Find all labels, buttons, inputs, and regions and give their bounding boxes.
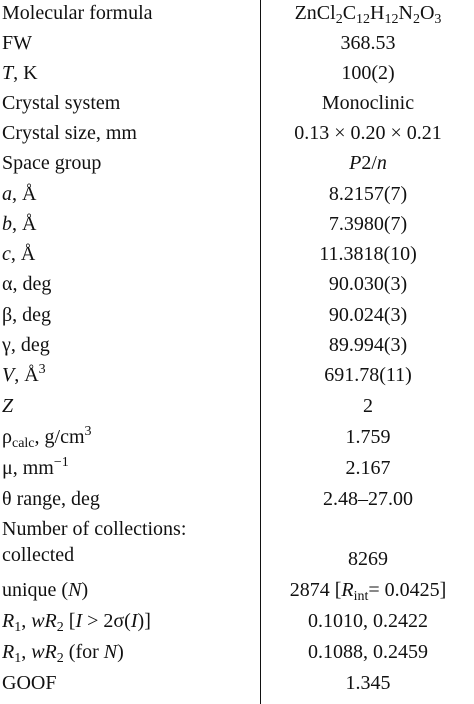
- table-row: [0, 424, 474, 454]
- row-value: 8.2157(7): [328, 183, 408, 205]
- row-value: 11.3818(10): [319, 243, 417, 265]
- table-row: [0, 639, 474, 669]
- table-row: [0, 181, 474, 211]
- row-value: 2874 $[R_{int}= 0.0425]$: [289, 579, 447, 604]
- row-label: θ range, deg: [2, 488, 100, 510]
- table-row: [0, 486, 474, 516]
- row-value: 368.53: [340, 32, 396, 54]
- row-value: 7.3980(7): [328, 213, 408, 235]
- table-row: [0, 670, 474, 700]
- row-label: $R_1$, $wR_2$ [I > 2σ(I)]: [2, 610, 151, 635]
- row-label: T, K: [2, 62, 38, 84]
- row-value: 0.1010, 0.2422: [308, 610, 428, 632]
- row-value: $ZnCl_2C_{12}H_{12}N_2O_3$: [294, 2, 442, 27]
- table-row: [0, 30, 474, 60]
- table-row: [0, 608, 474, 638]
- row-label: Space group: [2, 152, 102, 174]
- row-value: 0.1088, 0.2459: [308, 641, 428, 663]
- row-label: unique (N): [2, 579, 89, 601]
- row-label: Z: [2, 395, 14, 417]
- row-label: c, Å: [2, 243, 36, 265]
- table-row: [0, 577, 474, 607]
- row-value: Monoclinic: [321, 92, 415, 114]
- row-label: b, Å: [2, 213, 37, 235]
- row-label: Crystal size, mm: [2, 122, 137, 144]
- table-row: [0, 150, 474, 180]
- row-value: 2.48–27.00: [323, 488, 413, 510]
- row-value: 1.759: [345, 426, 391, 448]
- row-value: 2: [363, 395, 373, 417]
- row-value: 0.13 × 0.20 × 0.21: [294, 122, 442, 144]
- table-row: [0, 211, 474, 241]
- row-value: 89.994(3): [328, 334, 408, 356]
- row-label: Molecular formula: [2, 2, 153, 24]
- table-row: [0, 455, 474, 485]
- row-label: V, $Å^3$: [2, 362, 46, 386]
- table-row: [0, 241, 474, 271]
- row-label: Crystal system: [2, 92, 121, 114]
- table-row: [0, 120, 474, 150]
- row-label: α, deg: [2, 273, 52, 295]
- row-label: $\rho_{calc}$, $g/cm^3$: [2, 424, 92, 451]
- row-label: GOOF: [2, 672, 57, 694]
- row-value: 100(2): [341, 62, 395, 84]
- table-row: [0, 271, 474, 301]
- table-row: [0, 302, 474, 332]
- row-value: 2.167: [345, 457, 391, 479]
- table-row: [0, 516, 474, 576]
- table-row: [0, 332, 474, 362]
- row-label: $R_1$, $wR_2$ (for N): [2, 641, 124, 666]
- table-row: [0, 393, 474, 423]
- row-label: FW: [2, 32, 32, 54]
- table-row: [0, 362, 474, 392]
- row-value: 691.78(11): [324, 364, 412, 386]
- row-label: Number of collections: collected: [2, 518, 187, 566]
- table-row: [0, 90, 474, 120]
- row-value: 90.024(3): [328, 304, 408, 326]
- table-row: [0, 60, 474, 90]
- row-value: 8269: [348, 548, 388, 570]
- row-label: μ, $mm^{-1}$: [2, 455, 69, 479]
- table-row: [0, 0, 474, 30]
- row-label: a, Å: [2, 183, 37, 205]
- row-label: β, deg: [2, 304, 52, 326]
- row-value: 90.030(3): [328, 273, 408, 295]
- row-value: P2/n: [349, 152, 387, 174]
- row-label: γ, deg: [2, 334, 50, 356]
- row-value: 1.345: [345, 672, 391, 694]
